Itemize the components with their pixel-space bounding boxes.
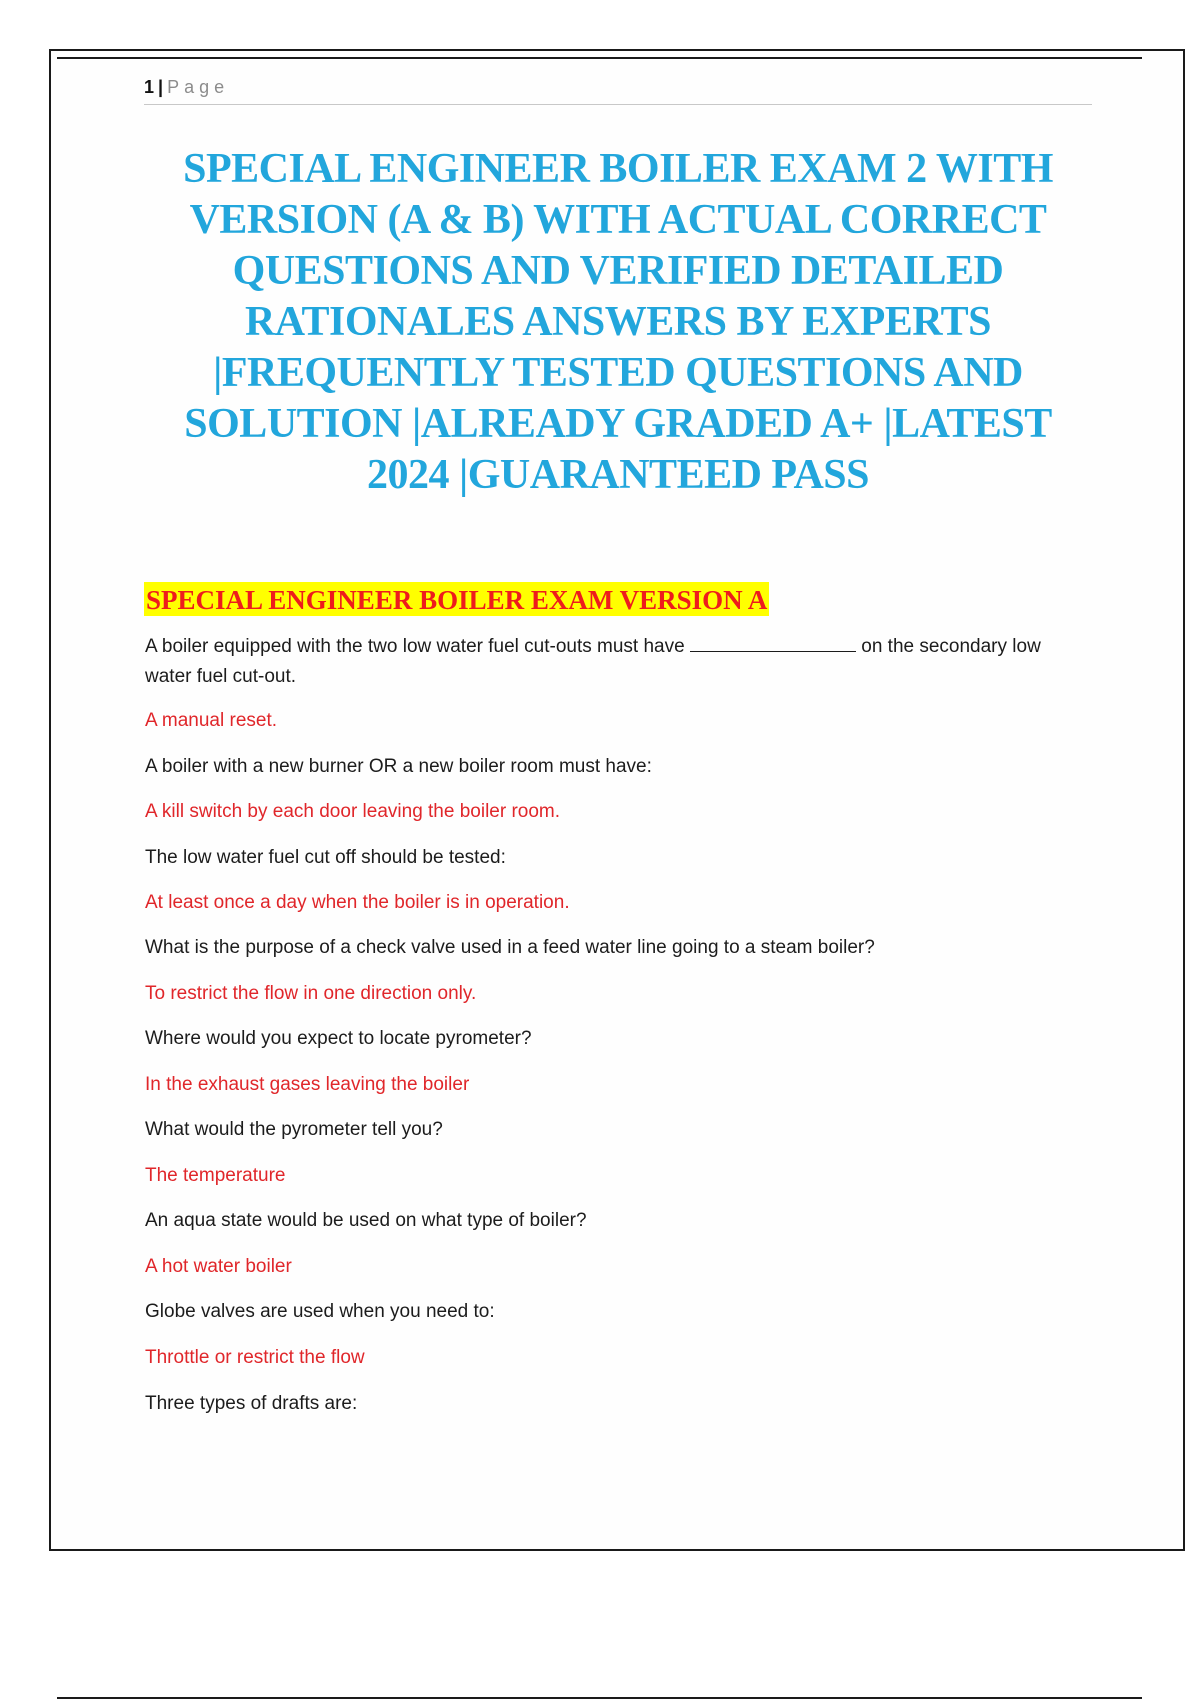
question-6: What would the pyrometer tell you? — [145, 1119, 443, 1140]
page-number: 1 — [144, 77, 155, 97]
answer-1: A manual reset. — [145, 710, 278, 731]
bottom-rule — [57, 1697, 1142, 1699]
question-4: What is the purpose of a check valve used in a feed water line going to a steam boiler? — [145, 937, 875, 958]
page-label: Page — [167, 77, 230, 97]
question-1-text-start: A boiler equipped with the two low water fuel cut-outs must have — [145, 636, 690, 657]
question-1-text-end: on the secondary low water fuel cut-out. — [145, 636, 1041, 687]
answer-2: A kill switch by each door leaving the boiler room. — [145, 801, 561, 822]
answer-7: A hot water boiler — [145, 1256, 292, 1277]
question-3: The low water fuel cut off should be tested: — [145, 847, 506, 868]
section-heading: SPECIAL ENGINEER BOILER EXAM VERSION A — [144, 582, 769, 616]
question-5: Where would you expect to locate pyrometer? — [145, 1028, 532, 1049]
answer-3: At least once a day when the boiler is in operation. — [145, 892, 570, 913]
question-8: Globe valves are used when you need to: — [145, 1301, 495, 1322]
question-2: A boiler with a new burner OR a new boiler room must have: — [145, 756, 652, 777]
document-title: SPECIAL ENGINEER BOILER EXAM 2 WITH VERSION (A & B) WITH ACTUAL CORRECT QUESTIONS AND VERIFIED DETAILED RATIONALES ANSWERS BY EXPERTS |FREQUENTLY TESTED QUESTIONS AND SOLUTION |ALREADY GRADED A+ |LATEST 2024 |GUARANTEED PASS — [183, 146, 1053, 498]
answer-5: In the exhaust gases leaving the boiler — [145, 1074, 470, 1095]
page-header — [144, 74, 1092, 105]
answer-8: Throttle or restrict the flow — [145, 1347, 365, 1368]
page-separator: | — [158, 77, 164, 97]
question-9: Three types of drafts are: — [145, 1393, 358, 1414]
fill-in-blank — [690, 634, 856, 652]
question-7: An aqua state would be used on what type of boiler? — [145, 1210, 587, 1231]
top-rule — [57, 57, 1142, 59]
answer-4: To restrict the flow in one direction only. — [145, 983, 477, 1004]
answer-6: The temperature — [145, 1165, 286, 1186]
question-1 — [145, 632, 1080, 692]
